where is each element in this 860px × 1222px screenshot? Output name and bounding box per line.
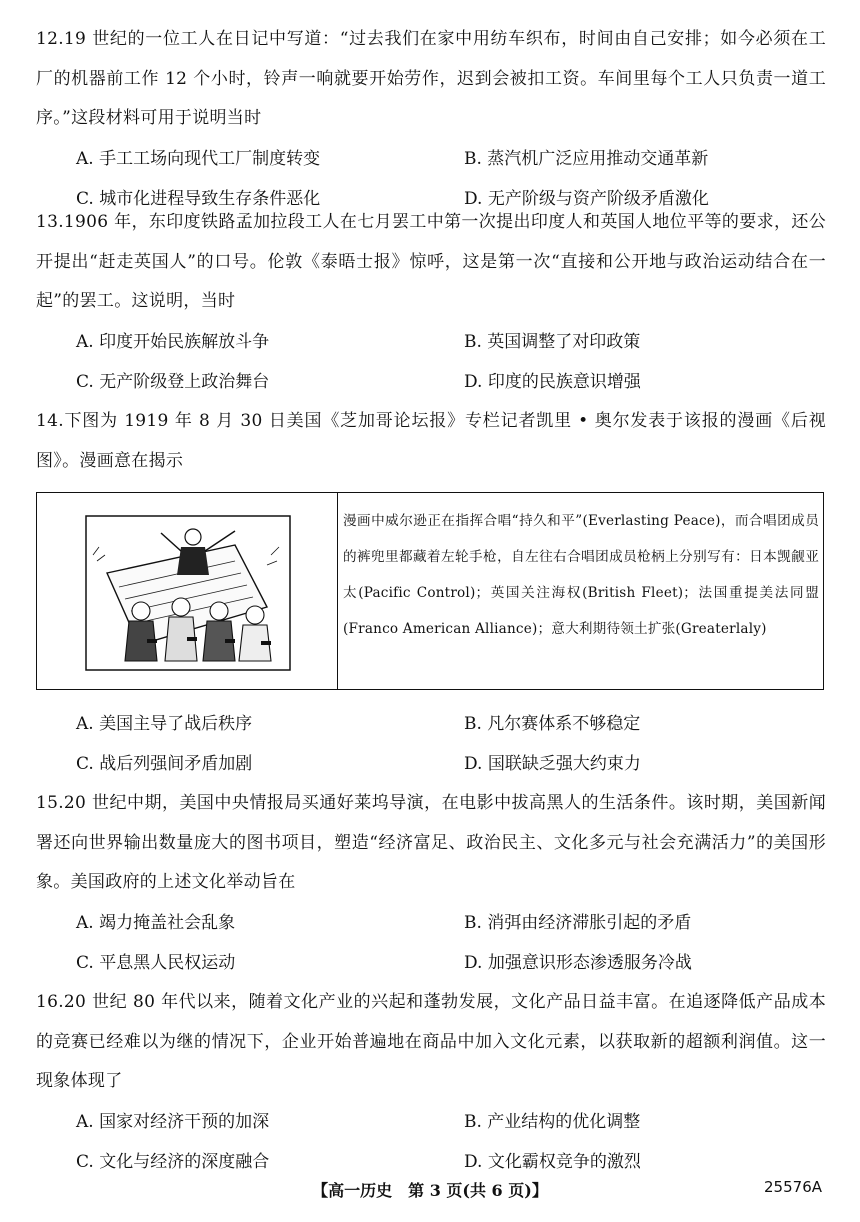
option-d[interactable]: D. 无产阶级与资产阶级矛盾激化: [464, 188, 709, 209]
footer-page-label: 【高一历史 第 3 页(共 6 页)】: [312, 1181, 548, 1200]
options-row: [36, 704, 826, 744]
options-row: [36, 139, 826, 179]
option-d[interactable]: D. 国联缺乏强大约束力: [464, 754, 641, 774]
cartoon-illustration: [85, 515, 291, 671]
question-13: [36, 203, 826, 402]
cartoon-caption: 漫画中威尔逊正在指挥合唱“持久和平”(Everlasting Peace)，而合唱团成员的裤兜里都藏着左轮手枪，自左往右合唱团成员枪柄上分别写有：日本觊觎亚太(Pacific Control)；英国关注海权(British Fleet)；法国重提美法同盟(Franco American Alliance)；意大利期待领土扩张(Greaterlaly): [343, 513, 819, 637]
option-c[interactable]: C. 无产阶级登上政治舞台: [76, 371, 270, 392]
question-12: [36, 20, 826, 219]
option-a[interactable]: A. 竭力掩盖社会乱象: [76, 912, 236, 933]
question-14: [36, 402, 826, 481]
option-c[interactable]: C. 战后列强间矛盾加剧: [76, 754, 253, 774]
options-row: [36, 744, 826, 784]
option-d[interactable]: D. 加强意识形态渗透服务冷战: [464, 952, 692, 973]
option-c[interactable]: C. 文化与经济的深度融合: [76, 1151, 270, 1172]
options-row: [36, 1142, 826, 1182]
option-b[interactable]: B. 产业结构的优化调整: [464, 1111, 641, 1132]
question-stem: 16.20 世纪 80 年代以来，随着文化产业的兴起和蓬勃发展，文化产品日益丰富。在追逐降低产品成本的竞赛已经难以为继的情况下，企业开始普遍地在商品中加入文化元素，以获取新的超额利润值。这一现象体现了: [36, 992, 826, 1091]
page-footer: [0, 1178, 860, 1206]
options-row: [36, 362, 826, 402]
option-b[interactable]: B. 消弭由经济滞胀引起的矛盾: [464, 912, 692, 933]
question-stem: 15.20 世纪中期，美国中央情报局买通好莱坞导演，在电影中拔高黑人的生活条件。该时期，美国新闻署还向世界输出数量庞大的图书项目，塑造“经济富足、政治民主、文化多元与社会充满活力”的美国形象。美国政府的上述文化举动旨在: [36, 793, 827, 892]
option-a[interactable]: A. 手工工场向现代工厂制度转变: [76, 148, 321, 169]
options-row: [36, 903, 826, 943]
question-15: [36, 784, 826, 983]
options-row: [36, 1102, 826, 1142]
option-a[interactable]: A. 印度开始民族解放斗争: [76, 331, 270, 352]
option-c[interactable]: C. 平息黑人民权运动: [76, 952, 236, 973]
option-b[interactable]: B. 英国调整了对印政策: [464, 331, 641, 352]
question-stem: 14.下图为 1919 年 8 月 30 日美国《芝加哥论坛报》专栏记者凯里 • 奥尔发表于该报的漫画《后视图》。漫画意在揭示: [36, 411, 826, 471]
option-b[interactable]: B. 凡尔赛体系不够稳定: [464, 714, 641, 734]
cartoon-figure-box: [36, 492, 824, 690]
option-b[interactable]: B. 蒸汽机广泛应用推动交通革新: [464, 148, 709, 169]
question-stem: 13.1906 年，东印度铁路孟加拉段工人在七月罢工中第一次提出印度人和英国人地位平等的要求，还公开提出“赶走英国人”的口号。伦敦《泰晤士报》惊呼，这是第一次“直接和公开地与政治运动结合在一起”的罢工。这说明，当时: [36, 212, 826, 311]
option-a[interactable]: A. 国家对经济干预的加深: [76, 1111, 270, 1132]
option-d[interactable]: D. 文化霸权竞争的激烈: [464, 1151, 641, 1172]
footer-exam-code: 25576A: [764, 1178, 822, 1196]
option-c[interactable]: C. 城市化进程导致生存条件恶化: [76, 188, 321, 209]
question-16: [36, 983, 826, 1182]
question-14-options: [36, 704, 826, 784]
question-stem: 12.19 世纪的一位工人在日记中写道：“过去我们在家中用纺车织布，时间由自己安排；如今必须在工厂的机器前工作 12 个小时，铃声一响就要开始劳作，迟到会被扣工资。车间里每个工人只负责一道工序。”这段材料可用于说明当时: [36, 29, 826, 128]
option-a[interactable]: A. 美国主导了战后秩序: [76, 714, 253, 734]
cartoon-divider: [337, 493, 338, 689]
options-row: [36, 943, 826, 983]
option-d[interactable]: D. 印度的民族意识增强: [464, 371, 641, 392]
options-row: [36, 322, 826, 362]
